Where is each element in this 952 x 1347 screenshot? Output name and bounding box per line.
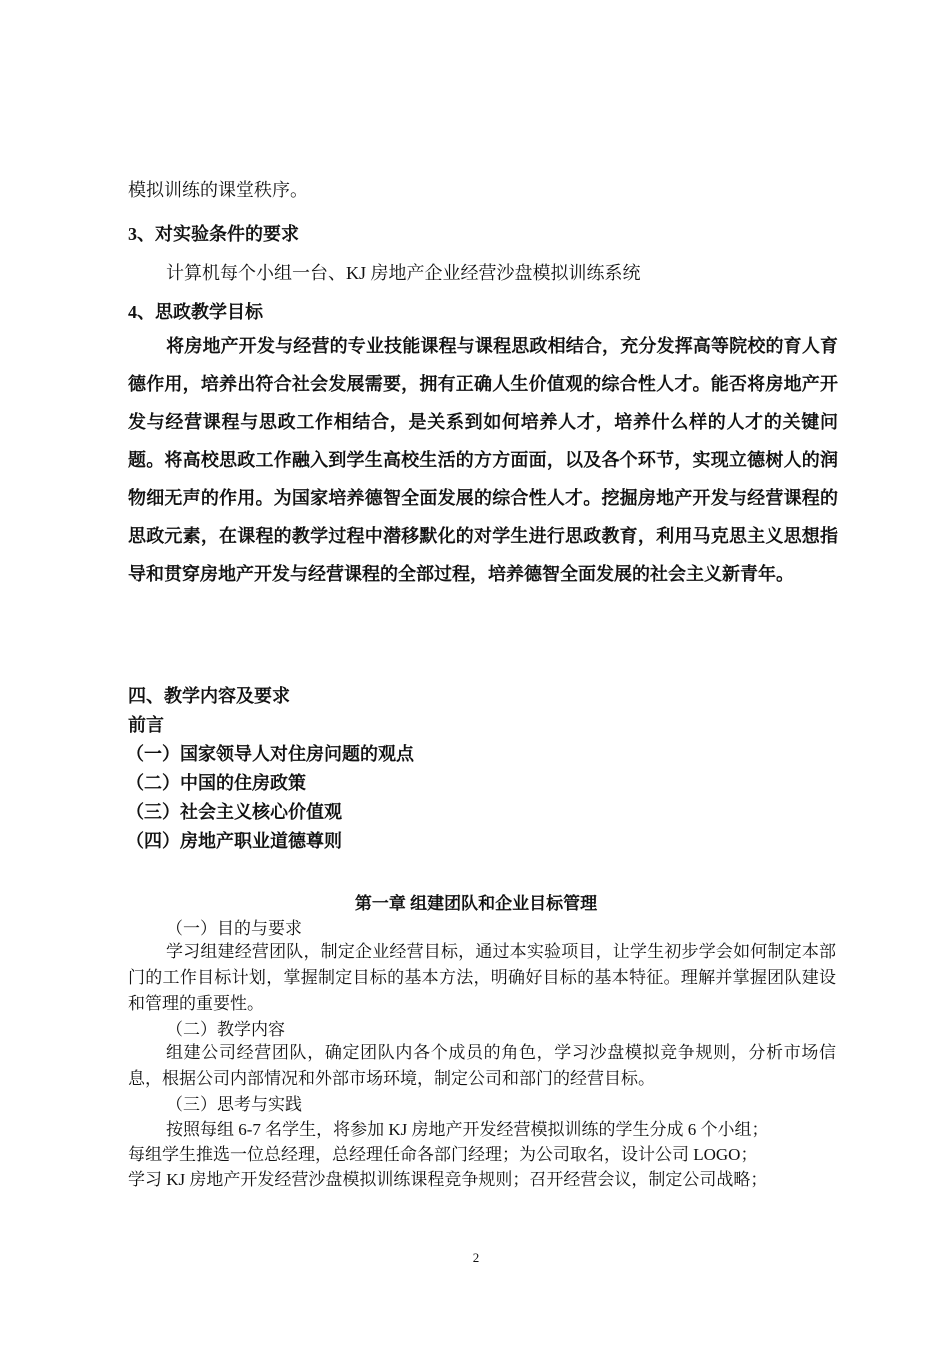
preface-item: （二）中国的住房政策 [126, 773, 306, 793]
continued-text-line: 模拟训练的课堂秩序。 [128, 180, 308, 200]
preface-item: （一）国家领导人对住房问题的观点 [126, 744, 414, 764]
section-title: 四、教学内容及要求 [128, 686, 290, 706]
chapter-paragraph-line: 按照每组 6-7 名学生，将参加 KJ 房地产开发经营模拟训练的学生分成 6 个小组； [166, 1120, 769, 1139]
experiment-conditions-text: 计算机每个小组一台、KJ 房地产企业经营沙盘模拟训练系统 [166, 263, 641, 283]
preface-heading: 前言 [128, 715, 164, 735]
chapter-paragraph: 学习组建经营团队，制定企业经营目标，通过本实验项目，让学生初步学会如何制定本部门的工作目标计划，掌握制定目标的基本方法，明确好目标的基本特征。理解并掌握团队建设和管理的重要性。 [128, 942, 836, 1013]
subsection-heading: （三）思考与实践 [166, 1095, 302, 1114]
chapter-title: 第一章 组建团队和企业目标管理 [354, 894, 598, 913]
preface-item: （四）房地产职业道德尊则 [126, 831, 342, 851]
heading-experiment-conditions: 3、对实验条件的要求 [128, 224, 299, 244]
preface-item: （三）社会主义核心价值观 [126, 802, 342, 822]
subsection-heading: （一）目的与要求 [166, 919, 302, 938]
chapter-paragraph-line: 每组学生推选一位总经理，总经理任命各部门经理；为公司取名，设计公司 LOGO； [128, 1145, 758, 1164]
ideology-goals-paragraph: 将房地产开发与经营的专业技能课程与课程思政相结合，充分发挥高等院校的育人育德作用，培养出符合社会发展需要，拥有正确人生价值观的综合性人才。能否将房地产开发与经营课程与思政工作相结合，是关系到如何培养人才，培养什么样的人才的关键问题。将高校思政工作融入到学生高校生活的方方面面，以及各个环节，实现立德树人的润物细无声的作用。为国家培养德智全面发展的综合性人才。挖掘房地产开发与经营课程的思政元素，在课程的教学过程中潜移默化的对学生进行思政教育，利用马克思主义思想指导和贯穿房地产开发与经营课程的全部过程，培养德智全面发展的社会主义新青年。 [128, 336, 838, 584]
chapter-paragraph-line: 学习 KJ 房地产开发经营沙盘模拟训练课程竞争规则；召开经营会议，制定公司战略； [128, 1170, 768, 1189]
page-number: 2 [472, 1250, 480, 1265]
chapter-paragraph: 组建公司经营团队，确定团队内各个成员的角色，学习沙盘模拟竞争规则，分析市场信息，根据公司内部情况和外部市场环境，制定公司和部门的经营目标。 [128, 1043, 836, 1088]
heading-ideology-goals: 4、思政教学目标 [128, 302, 263, 322]
subsection-heading: （二）教学内容 [166, 1020, 285, 1039]
